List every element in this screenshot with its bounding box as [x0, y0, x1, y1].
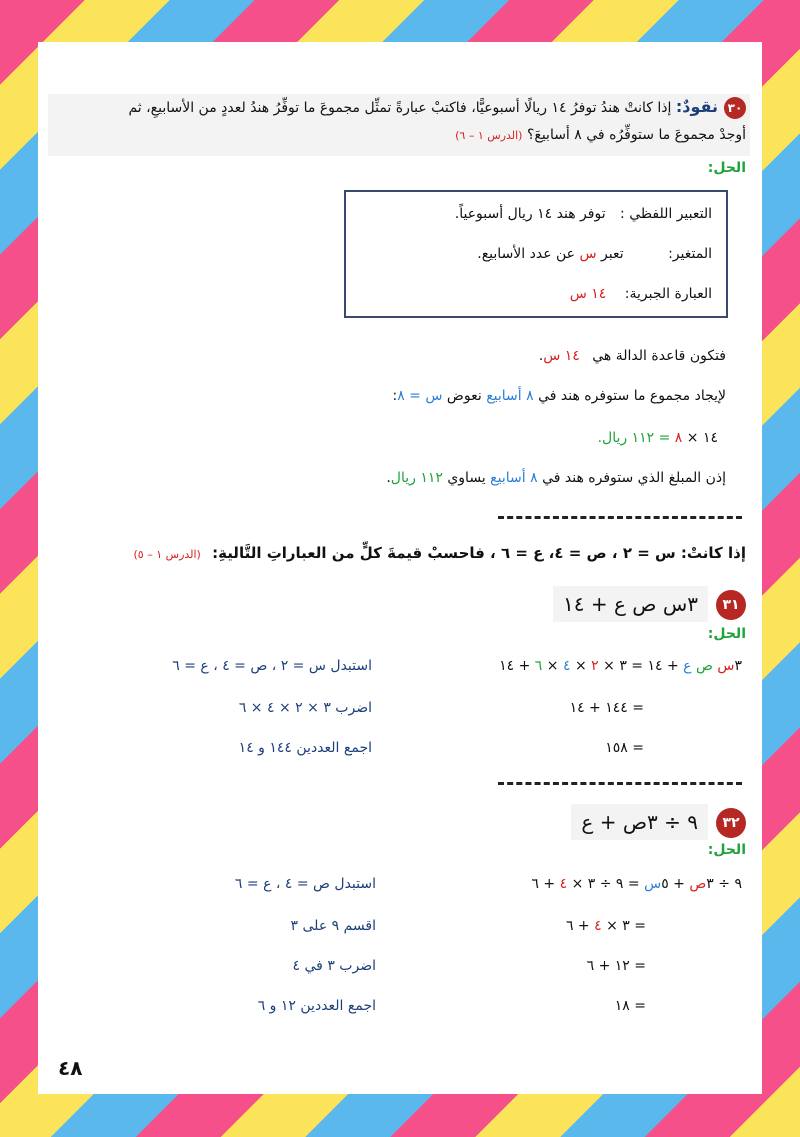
verbal-label: التعبير اللفظي : [620, 206, 712, 222]
q31-line2: = ١٤٤ + ١٤ [569, 700, 644, 716]
q31-line3: = ١٥٨ [605, 740, 644, 756]
question-number-badge: ٣٠ [724, 97, 746, 119]
page-number: ٤٨ [58, 1056, 83, 1080]
lesson-reference: (الدرس ١ – ٦) [455, 129, 523, 142]
var-s: س [644, 876, 662, 892]
q32-line3: = ١٢ + ٦ [586, 958, 646, 974]
equation-part: + ٦ [531, 876, 556, 892]
q32-step4: اجمع العددين ١٢ و ٦ [257, 998, 376, 1014]
equation-part: ٩ ÷ ٣ [706, 876, 742, 892]
question-text-line2: أوجدْ مجموعَ ما ستوفِّرُه في ٨ أسابيعَ؟ [526, 127, 746, 143]
conclusion-text: إذن المبلغ الذي ستوفره هند في [542, 470, 726, 486]
q32-step2: اقسم ٩ على ٣ [290, 918, 376, 934]
worksheet-page [38, 42, 762, 1094]
substitution-value: س = ٨ [397, 388, 443, 404]
colon: : [392, 388, 398, 404]
equation-part: = ٣ × [606, 918, 646, 934]
calc-substituted: ٨ [674, 430, 683, 446]
times-sign: × [574, 658, 587, 674]
var-s: س [717, 658, 735, 674]
section-header [134, 544, 747, 562]
q31-line1 [499, 658, 742, 674]
conclusion-line [386, 470, 726, 486]
function-rule-value: ١٤ س [543, 348, 580, 364]
question-number-badge: ٣٢ [716, 808, 746, 838]
substitute-text: نعوض [446, 388, 482, 404]
question-30 [48, 94, 750, 156]
value-p: ٤ [594, 918, 602, 934]
divider [498, 782, 742, 785]
q31-expression: ٣س ص ع + ١٤ [553, 586, 708, 622]
period: . [538, 348, 544, 364]
solution-label: الحل: [707, 842, 746, 858]
equation-part: = ٩ ÷ ٣ × [571, 876, 640, 892]
coefficient: ٣ [734, 658, 742, 674]
lesson-reference: (الدرس ١ – ٥) [133, 548, 201, 561]
value-a: ٦ [534, 658, 543, 674]
calculation-line [598, 430, 718, 446]
var-a: ع [683, 658, 692, 674]
function-rule-text: فتكون قاعدة الدالة هي [592, 348, 726, 364]
variable-symbol: س [579, 246, 597, 262]
q32-expression: ٩ ÷ ٣ص + ع [571, 804, 708, 840]
section-header-text: إذا كانتْ: س = ٢ ، ص = ٤، ع = ٦ ، فاحسبْ قيمةَ كلٍّ من العباراتِ التَّاليةِ: [212, 544, 746, 562]
find-text: لإيجاد مجموع ما ستوفره هند في [538, 388, 726, 404]
function-rule-line [539, 348, 726, 364]
calc-factor: ١٤ × [686, 430, 718, 446]
times-sign: × [546, 658, 559, 674]
solution-label: الحل: [707, 626, 746, 642]
expression-box [344, 190, 728, 318]
divider [498, 516, 742, 519]
verbal-value: توفر هند ١٤ ريال أسبوعياً. [454, 206, 606, 222]
q32-line1 [531, 876, 742, 892]
period: . [386, 470, 391, 486]
equation-part: + ٦ [565, 918, 590, 934]
conclusion-equals: يساوي [447, 470, 486, 486]
q32-line4: = ١٨ [614, 998, 646, 1014]
q31-step1: استبدل س = ٢ ، ص = ٤ ، ع = ٦ [172, 658, 372, 674]
value-s: ٢ [591, 658, 599, 674]
equation-part: + ٥ [661, 876, 685, 892]
question-text-line1: إذا كانتْ هندُ توفرُ ١٤ ريالًا أسبوعيًّا، فاكتبْ عبارةً تمثِّل مجموعَ ما توفِّرُ هندُ لعددٍ من الأسابيعِ، ثم [128, 100, 672, 116]
variable-post: عن عدد الأسابيع. [477, 246, 576, 262]
q32-step1: استبدل ص = ٤ ، ع = ٦ [234, 876, 376, 892]
equation-part: + ١٤ [499, 658, 531, 674]
variable-pre: تعبر [601, 246, 624, 262]
var-p: ص [689, 876, 707, 892]
solution-label: الحل: [707, 160, 746, 176]
calc-result: = ١١٢ ريال. [597, 430, 671, 446]
conclusion-value: ١١٢ ريال [390, 470, 443, 486]
substitution-line [392, 388, 726, 404]
conclusion-weeks: ٨ أسابيع [490, 470, 538, 486]
variable-label: المتغير: [668, 246, 712, 262]
q32-line2 [566, 918, 646, 934]
algebraic-label: العبارة الجبرية: [624, 286, 712, 302]
q31-step2: اضرب ٣ × ٢ × ٤ × ٦ [238, 700, 372, 716]
q32-step3: اضرب ٣ في ٤ [292, 958, 376, 974]
value-p: ٤ [559, 876, 568, 892]
question-number-badge: ٣١ [716, 590, 746, 620]
algebraic-value: ١٤ س [569, 286, 607, 302]
weeks-text: ٨ أسابيع [486, 388, 534, 404]
var-p: ص [695, 658, 713, 674]
question-keyword: نقودٌ: [675, 97, 718, 116]
value-p: ٤ [562, 658, 571, 674]
equation-part: + ١٤ = ٣ × [603, 658, 679, 674]
q31-step3: اجمع العددين ١٤٤ و ١٤ [238, 740, 372, 756]
